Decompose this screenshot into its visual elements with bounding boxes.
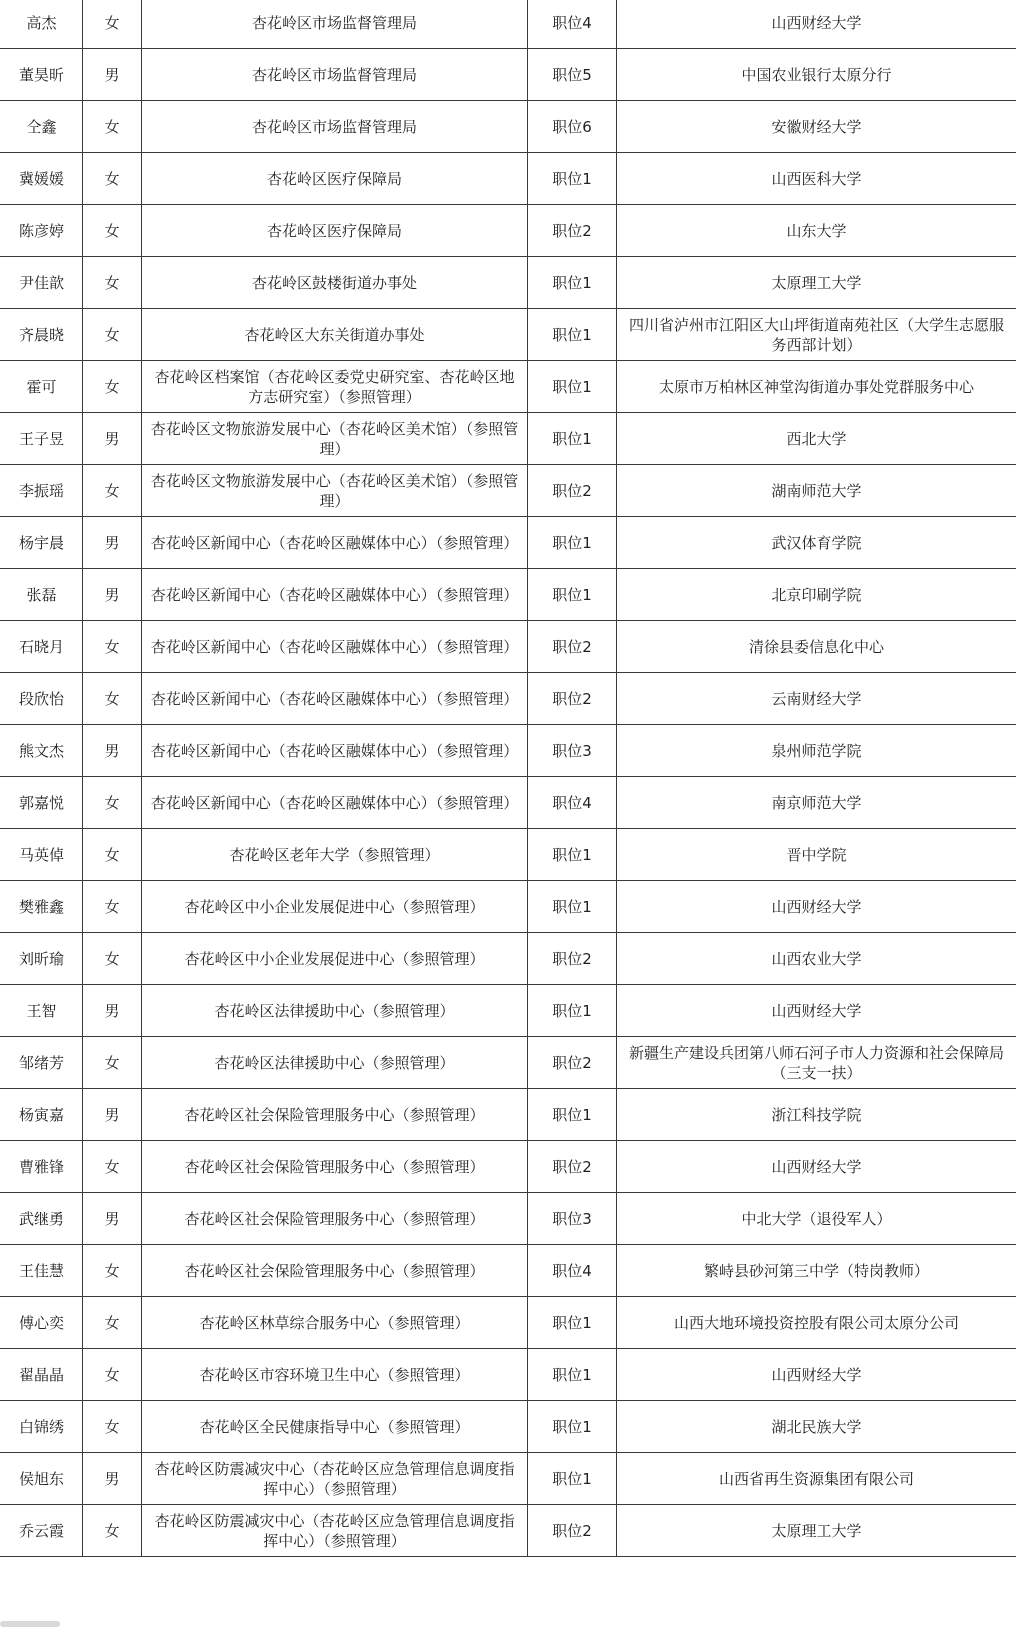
position-cell: 职位1 — [528, 881, 617, 933]
source-cell: 湖南师范大学 — [617, 465, 1016, 517]
unit-cell: 杏花岭区社会保险管理服务中心（参照管理） — [142, 1245, 528, 1297]
unit-cell: 杏花岭区文物旅游发展中心（杏花岭区美术馆）（参照管理） — [142, 413, 528, 465]
gender-cell: 女 — [83, 933, 142, 985]
table-row — [1, 0, 1016, 49]
unit-cell: 杏花岭区档案馆（杏花岭区委党史研究室、杏花岭区地方志研究室）（参照管理） — [142, 361, 528, 413]
table-row — [1, 1141, 1016, 1193]
table-row — [1, 881, 1016, 933]
table-row — [1, 725, 1016, 777]
gender-cell: 男 — [83, 1089, 142, 1141]
unit-cell: 杏花岭区防震减灾中心（杏花岭区应急管理信息调度指挥中心）（参照管理） — [142, 1505, 528, 1557]
unit-cell: 杏花岭区大东关街道办事处 — [142, 309, 528, 361]
table-row — [1, 413, 1016, 465]
gender-cell: 女 — [83, 1349, 142, 1401]
position-cell: 职位2 — [528, 621, 617, 673]
name-cell: 董昊昕 — [1, 49, 83, 101]
name-cell: 张磊 — [1, 569, 83, 621]
name-cell: 马英倬 — [1, 829, 83, 881]
gender-cell: 男 — [83, 49, 142, 101]
name-cell: 王子昱 — [1, 413, 83, 465]
name-cell: 齐晨晓 — [1, 309, 83, 361]
name-cell: 翟晶晶 — [1, 1349, 83, 1401]
table-row — [1, 1297, 1016, 1349]
source-cell: 安徽财经大学 — [617, 101, 1016, 153]
unit-cell: 杏花岭区文物旅游发展中心（杏花岭区美术馆）（参照管理） — [142, 465, 528, 517]
position-cell: 职位1 — [528, 1401, 617, 1453]
unit-cell: 杏花岭区新闻中心（杏花岭区融媒体中心）（参照管理） — [142, 569, 528, 621]
unit-cell: 杏花岭区市容环境卫生中心（参照管理） — [142, 1349, 528, 1401]
source-cell: 山西财经大学 — [617, 1349, 1016, 1401]
source-cell: 中北大学（退役军人） — [617, 1193, 1016, 1245]
table-row — [1, 1193, 1016, 1245]
source-cell: 山西大地环境投资控股有限公司太原分公司 — [617, 1297, 1016, 1349]
name-cell: 段欣怡 — [1, 673, 83, 725]
gender-cell: 女 — [83, 1297, 142, 1349]
position-cell: 职位1 — [528, 153, 617, 205]
source-cell: 山西财经大学 — [617, 1141, 1016, 1193]
gender-cell: 女 — [83, 309, 142, 361]
name-cell: 陈彦婷 — [1, 205, 83, 257]
source-cell: 太原市万柏林区神堂沟街道办事处党群服务中心 — [617, 361, 1016, 413]
position-cell: 职位1 — [528, 517, 617, 569]
source-cell: 南京师范大学 — [617, 777, 1016, 829]
position-cell: 职位5 — [528, 49, 617, 101]
source-cell: 山东大学 — [617, 205, 1016, 257]
table-row — [1, 101, 1016, 153]
source-cell: 北京印刷学院 — [617, 569, 1016, 621]
table-row — [1, 933, 1016, 985]
name-cell: 熊文杰 — [1, 725, 83, 777]
position-cell: 职位2 — [528, 1141, 617, 1193]
unit-cell: 杏花岭区老年大学（参照管理） — [142, 829, 528, 881]
table-row — [1, 49, 1016, 101]
name-cell: 曹雅锋 — [1, 1141, 83, 1193]
gender-cell: 男 — [83, 985, 142, 1037]
position-cell: 职位1 — [528, 309, 617, 361]
position-cell: 职位2 — [528, 205, 617, 257]
table-row — [1, 829, 1016, 881]
table-row — [1, 1505, 1016, 1557]
table-row — [1, 1037, 1016, 1089]
source-cell: 太原理工大学 — [617, 1505, 1016, 1557]
source-cell: 武汉体育学院 — [617, 517, 1016, 569]
unit-cell: 杏花岭区社会保险管理服务中心（参照管理） — [142, 1141, 528, 1193]
position-cell: 职位2 — [528, 933, 617, 985]
gender-cell: 女 — [83, 153, 142, 205]
gender-cell: 男 — [83, 569, 142, 621]
gender-cell: 男 — [83, 1193, 142, 1245]
position-cell: 职位1 — [528, 1453, 617, 1505]
gender-cell: 女 — [83, 777, 142, 829]
source-cell: 太原理工大学 — [617, 257, 1016, 309]
table-row — [1, 985, 1016, 1037]
unit-cell: 杏花岭区新闻中心（杏花岭区融媒体中心）（参照管理） — [142, 517, 528, 569]
source-cell: 山西财经大学 — [617, 0, 1016, 49]
table-row — [1, 205, 1016, 257]
unit-cell: 杏花岭区中小企业发展促进中心（参照管理） — [142, 933, 528, 985]
source-cell: 泉州师范学院 — [617, 725, 1016, 777]
unit-cell: 杏花岭区中小企业发展促进中心（参照管理） — [142, 881, 528, 933]
unit-cell: 杏花岭区医疗保障局 — [142, 205, 528, 257]
unit-cell: 杏花岭区市场监督管理局 — [142, 101, 528, 153]
unit-cell: 杏花岭区社会保险管理服务中心（参照管理） — [142, 1193, 528, 1245]
gender-cell: 女 — [83, 1505, 142, 1557]
source-cell: 山西农业大学 — [617, 933, 1016, 985]
source-cell: 中国农业银行太原分行 — [617, 49, 1016, 101]
position-cell: 职位3 — [528, 1193, 617, 1245]
gender-cell: 男 — [83, 1453, 142, 1505]
name-cell: 杨寅嘉 — [1, 1089, 83, 1141]
source-cell: 山西财经大学 — [617, 881, 1016, 933]
name-cell: 王智 — [1, 985, 83, 1037]
name-cell: 杨宇晨 — [1, 517, 83, 569]
table-row — [1, 1453, 1016, 1505]
gender-cell: 女 — [83, 881, 142, 933]
name-cell: 李振瑶 — [1, 465, 83, 517]
table-row — [1, 621, 1016, 673]
gender-cell: 女 — [83, 673, 142, 725]
unit-cell: 杏花岭区林草综合服务中心（参照管理） — [142, 1297, 528, 1349]
gender-cell: 女 — [83, 1141, 142, 1193]
name-cell: 仝鑫 — [1, 101, 83, 153]
position-cell: 职位2 — [528, 673, 617, 725]
name-cell: 邹绪芳 — [1, 1037, 83, 1089]
roster-table-body — [1, 0, 1016, 1557]
gender-cell: 女 — [83, 465, 142, 517]
table-row — [1, 257, 1016, 309]
name-cell: 樊雅鑫 — [1, 881, 83, 933]
name-cell: 郭嘉悦 — [1, 777, 83, 829]
unit-cell: 杏花岭区新闻中心（杏花岭区融媒体中心）（参照管理） — [142, 673, 528, 725]
position-cell: 职位2 — [528, 465, 617, 517]
position-cell: 职位6 — [528, 101, 617, 153]
page-bottom-margin — [0, 1618, 1016, 1630]
unit-cell: 杏花岭区全民健康指导中心（参照管理） — [142, 1401, 528, 1453]
gender-cell: 男 — [83, 725, 142, 777]
gender-cell: 女 — [83, 829, 142, 881]
table-row — [1, 673, 1016, 725]
gender-cell: 女 — [83, 361, 142, 413]
unit-cell: 杏花岭区市场监督管理局 — [142, 0, 528, 49]
scroll-indicator[interactable] — [0, 1621, 60, 1627]
name-cell: 尹佳歆 — [1, 257, 83, 309]
name-cell: 白锦绣 — [1, 1401, 83, 1453]
table-row — [1, 777, 1016, 829]
table-row — [1, 1245, 1016, 1297]
source-cell: 浙江科技学院 — [617, 1089, 1016, 1141]
gender-cell: 女 — [83, 101, 142, 153]
unit-cell: 杏花岭区法律援助中心（参照管理） — [142, 1037, 528, 1089]
source-cell: 山西医科大学 — [617, 153, 1016, 205]
position-cell: 职位4 — [528, 777, 617, 829]
name-cell: 石晓月 — [1, 621, 83, 673]
name-cell: 高杰 — [1, 0, 83, 49]
unit-cell: 杏花岭区新闻中心（杏花岭区融媒体中心）（参照管理） — [142, 777, 528, 829]
source-cell: 湖北民族大学 — [617, 1401, 1016, 1453]
name-cell: 冀媛媛 — [1, 153, 83, 205]
position-cell: 职位1 — [528, 257, 617, 309]
gender-cell: 女 — [83, 0, 142, 49]
table-row — [1, 569, 1016, 621]
position-cell: 职位1 — [528, 829, 617, 881]
source-cell: 清徐县委信息化中心 — [617, 621, 1016, 673]
source-cell: 四川省泸州市江阳区大山坪街道南苑社区（大学生志愿服务西部计划） — [617, 309, 1016, 361]
gender-cell: 女 — [83, 621, 142, 673]
gender-cell: 女 — [83, 205, 142, 257]
position-cell: 职位4 — [528, 0, 617, 49]
unit-cell: 杏花岭区法律援助中心（参照管理） — [142, 985, 528, 1037]
table-row — [1, 517, 1016, 569]
unit-cell: 杏花岭区鼓楼街道办事处 — [142, 257, 528, 309]
unit-cell: 杏花岭区社会保险管理服务中心（参照管理） — [142, 1089, 528, 1141]
source-cell: 新疆生产建设兵团第八师石河子市人力资源和社会保障局（三支一扶） — [617, 1037, 1016, 1089]
unit-cell: 杏花岭区市场监督管理局 — [142, 49, 528, 101]
position-cell: 职位2 — [528, 1505, 617, 1557]
source-cell: 晋中学院 — [617, 829, 1016, 881]
source-cell: 山西省再生资源集团有限公司 — [617, 1453, 1016, 1505]
gender-cell: 女 — [83, 1401, 142, 1453]
source-cell: 西北大学 — [617, 413, 1016, 465]
name-cell: 侯旭东 — [1, 1453, 83, 1505]
unit-cell: 杏花岭区医疗保障局 — [142, 153, 528, 205]
position-cell: 职位4 — [528, 1245, 617, 1297]
position-cell: 职位3 — [528, 725, 617, 777]
unit-cell: 杏花岭区新闻中心（杏花岭区融媒体中心）（参照管理） — [142, 725, 528, 777]
table-row — [1, 1089, 1016, 1141]
gender-cell: 女 — [83, 1037, 142, 1089]
source-cell: 云南财经大学 — [617, 673, 1016, 725]
gender-cell: 女 — [83, 1245, 142, 1297]
name-cell: 刘昕瑜 — [1, 933, 83, 985]
position-cell: 职位1 — [528, 1297, 617, 1349]
position-cell: 职位1 — [528, 361, 617, 413]
position-cell: 职位2 — [528, 1037, 617, 1089]
table-row — [1, 153, 1016, 205]
table-row — [1, 1349, 1016, 1401]
gender-cell: 女 — [83, 257, 142, 309]
position-cell: 职位1 — [528, 1349, 617, 1401]
table-row — [1, 309, 1016, 361]
unit-cell: 杏花岭区新闻中心（杏花岭区融媒体中心）（参照管理） — [142, 621, 528, 673]
table-row — [1, 1401, 1016, 1453]
name-cell: 乔云霞 — [1, 1505, 83, 1557]
position-cell: 职位1 — [528, 413, 617, 465]
unit-cell: 杏花岭区防震减灾中心（杏花岭区应急管理信息调度指挥中心）（参照管理） — [142, 1453, 528, 1505]
table-row — [1, 361, 1016, 413]
table-row — [1, 465, 1016, 517]
name-cell: 武继勇 — [1, 1193, 83, 1245]
gender-cell: 男 — [83, 517, 142, 569]
position-cell: 职位1 — [528, 1089, 617, 1141]
position-cell: 职位1 — [528, 985, 617, 1037]
source-cell: 山西财经大学 — [617, 985, 1016, 1037]
source-cell: 繁峙县砂河第三中学（特岗教师） — [617, 1245, 1016, 1297]
name-cell: 王佳慧 — [1, 1245, 83, 1297]
position-cell: 职位1 — [528, 569, 617, 621]
name-cell: 霍可 — [1, 361, 83, 413]
name-cell: 傅心奕 — [1, 1297, 83, 1349]
gender-cell: 男 — [83, 413, 142, 465]
